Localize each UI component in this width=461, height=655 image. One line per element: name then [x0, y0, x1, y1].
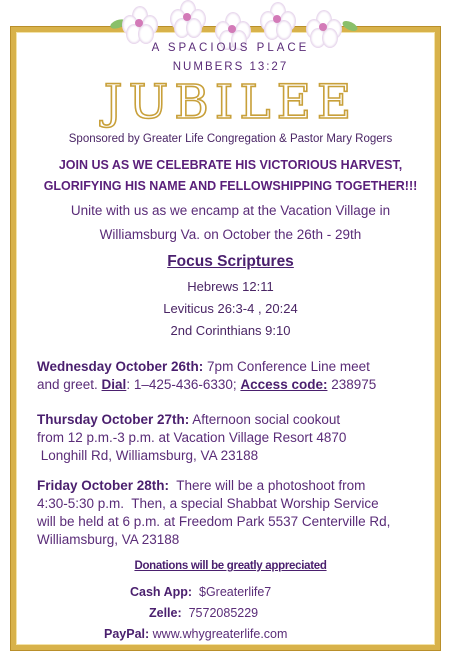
scripture-item: 2nd Corinthians 9:10: [170, 323, 291, 338]
scripture-item: Leviticus 26:3-4 , 20:24: [163, 301, 298, 316]
cashapp-line: [130, 585, 271, 599]
wednesday-event: [37, 358, 432, 394]
subtitle: A SPACIOUS PLACE: [151, 42, 310, 54]
wednesday-text-2: and greet.: [37, 377, 102, 392]
thursday-event: [37, 411, 432, 465]
zelle-line: [149, 606, 258, 620]
zelle-number: 7572085229: [181, 606, 259, 620]
unite-message: [0, 199, 461, 247]
page-title: JUBILEE: [103, 75, 358, 130]
wednesday-text-1: 7pm Conference Line meet: [203, 359, 370, 374]
friday-text-4: Williamsburg, VA 23188: [37, 532, 180, 547]
friday-day: Friday October 28th:: [37, 478, 170, 493]
thursday-text-1: Afternoon social cookout: [189, 412, 341, 427]
verse-reference: NUMBERS 13:27: [172, 61, 289, 73]
paypal-label: PayPal:: [104, 627, 150, 641]
join-line-1: JOIN US AS WE CELEBRATE HIS VICTORIOUS HARVEST,: [58, 158, 403, 172]
cashapp-handle: $Greaterlife7: [192, 585, 272, 599]
dial-label: Dial: [101, 377, 127, 392]
zelle-label: Zelle:: [149, 606, 182, 620]
friday-text-3: will be held at 6 p.m. at Freedom Park 5537 Centerville Rd,: [37, 514, 391, 529]
donations-title: Donations will be greatly appreciated: [134, 560, 327, 572]
thursday-text-3: Longhill Rd, Williamsburg, VA 23188: [37, 448, 259, 463]
cashapp-label: Cash App:: [130, 585, 193, 599]
focus-scriptures-title: Focus Scriptures: [167, 253, 294, 270]
unite-line-2: Williamsburg Va. on October the 26th - 29th: [99, 227, 362, 242]
paypal-link[interactable]: www.whygreaterlife.com: [149, 627, 288, 641]
dial-number: : 1–425-436-6330;: [126, 377, 241, 392]
friday-text-2: 4:30-5:30 p.m. Then, a special Shabbat Worship Service: [37, 496, 379, 511]
sponsor-line: Sponsored by Greater Life Congregation & Pastor Mary Rogers: [68, 133, 393, 145]
friday-event: [37, 477, 432, 549]
friday-text-1: There will be a photoshoot from: [169, 478, 366, 493]
access-code: 238975: [327, 377, 377, 392]
paypal-line: [104, 627, 287, 641]
wednesday-day: Wednesday October 26th:: [37, 359, 204, 374]
unite-line-1: Unite with us as we encamp at the Vacation Village in: [70, 203, 391, 218]
thursday-day: Thursday October 27th:: [37, 412, 190, 427]
scripture-item: Hebrews 12:11: [187, 279, 274, 294]
join-line-2: GLORIFYING HIS NAME AND FELLOWSHIPPING TOGETHER!!!: [43, 179, 418, 193]
join-message: [0, 155, 461, 197]
thursday-text-2: from 12 p.m.-3 p.m. at Vacation Village Resort 4870: [37, 430, 347, 445]
access-code-label: Access code:: [240, 377, 328, 392]
